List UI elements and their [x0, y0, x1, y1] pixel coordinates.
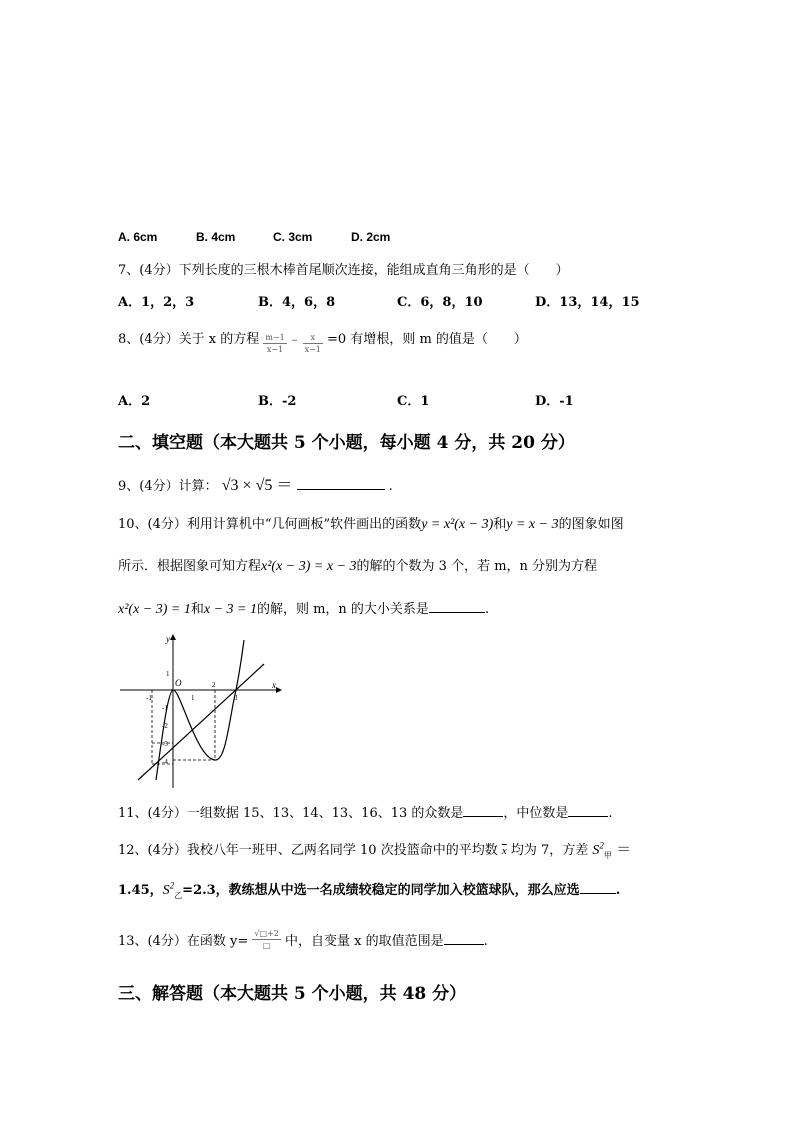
- q13-frac-denominator: □: [262, 941, 271, 950]
- q10-function-graph: [116, 630, 282, 790]
- section-3-title: 三、解答题（本大题共 5 个小题，共 48 分）: [118, 984, 467, 1004]
- q12-variance-yi: $S^2_乙$: [162, 880, 183, 900]
- q10-line-1: [118, 513, 624, 533]
- q13-suffix: 中，自变量 x 的取值范围是: [285, 934, 444, 949]
- q8-frac2-denominator: x−1: [304, 345, 321, 354]
- x-axis-label: x: [272, 680, 276, 690]
- y-tick-neg3: -3: [162, 740, 168, 748]
- q12-text-2a: 1.45，: [118, 883, 163, 898]
- y-tick-neg1: -1: [162, 704, 168, 712]
- q11-text-a: 11、(4分）一组数据 15、13、14、13、16、13 的众数是: [118, 806, 464, 821]
- q12-variance-jia: $S^2_甲$: [592, 840, 612, 860]
- q13-period: .: [483, 934, 488, 949]
- q8-suffix: =0 有增根，则 m 的值是（ ）: [327, 332, 527, 347]
- q12-answer-blank: [580, 893, 616, 894]
- q12-line-2: [118, 879, 620, 901]
- q10-equation-n: x − 3 = 1: [203, 602, 257, 617]
- q8-prefix: 8、(4分）关于 x 的方程: [118, 332, 260, 347]
- q9-answer-blank: [297, 489, 385, 490]
- y-tick-neg2: -2: [162, 722, 168, 730]
- q10-function-2: y = x − 3: [506, 517, 559, 532]
- q11-text-b: ，中位数是: [503, 806, 569, 821]
- q10-text-3a: 和: [190, 602, 204, 617]
- q11-median-blank: [568, 816, 608, 817]
- y-axis-label: y: [166, 634, 170, 644]
- q12-text-1: 12、(4分）我校八年一班甲、乙两名同学 10 次投篮命中的平均数: [118, 843, 498, 858]
- q10-text-3b: 的解，则 m，n 的大小关系是: [256, 602, 429, 617]
- q10-text-1c: 的图象如图: [558, 517, 624, 532]
- q12-s-yi: S: [162, 883, 170, 898]
- q9-prefix: 9、(4分）计算：: [118, 479, 218, 494]
- q13-frac-numerator: √□+2: [254, 929, 279, 938]
- q10-answer-blank: [429, 612, 485, 613]
- line-curve: [138, 664, 264, 780]
- q8-option-d: D．-1: [535, 394, 574, 409]
- q8-fraction-1: [263, 332, 286, 355]
- q10-line-2: [118, 555, 597, 575]
- q6-option-c: C. 3cm: [273, 230, 313, 244]
- q12-equals: ＝: [616, 840, 632, 858]
- q12-sub-yi: 乙: [174, 890, 183, 900]
- q9-expression: √3 × √5 ＝: [221, 477, 293, 494]
- q13-prefix: 13、(4分）在函数 y=: [118, 934, 249, 949]
- q6-option-a: A. 6cm: [118, 230, 158, 244]
- q12-text-1b: 均为 7，方差: [510, 843, 589, 858]
- q6-option-d: D. 2cm: [351, 230, 391, 244]
- origin-label: O: [175, 678, 182, 688]
- q8-option-c: C．1: [397, 394, 430, 409]
- q10-line-3: [118, 598, 489, 618]
- q11-mode-blank: [463, 816, 503, 817]
- q10-equation: x²(x − 3) = x − 3: [261, 559, 357, 574]
- q13-answer-blank: [444, 944, 484, 945]
- q13-fraction: [252, 928, 280, 951]
- q10-text-1a: 10、(4分）利用计算机中“几何画板”软件画出的函数: [118, 517, 422, 532]
- x-tick-neg1: -1: [146, 694, 152, 702]
- q8-fraction-2: [303, 332, 323, 355]
- q10-text-2b: 的解的个数为 3 个，若 m，n 分别为方程: [356, 559, 598, 574]
- q7-option-c: C．6，8，10: [397, 295, 483, 310]
- q8-frac1-denominator: x−1: [266, 345, 284, 354]
- y-tick-1: 1: [166, 670, 170, 678]
- q7-option-b: B．4，6，8: [258, 295, 336, 310]
- q8-frac1-numerator: m−1: [265, 333, 285, 342]
- x-tick-2: 2: [212, 681, 216, 689]
- q11-period: .: [608, 806, 613, 821]
- q8-frac2-numerator: x: [303, 332, 323, 344]
- q12-text-2b: =2.3，教练想从中选一名成绩较稳定的同学加入校篮球队，那么应选: [182, 883, 580, 898]
- q10-text-1b: 和: [493, 517, 507, 532]
- q12-period: .: [615, 883, 621, 898]
- q8-stem: [118, 324, 527, 355]
- q12-line-1: [118, 838, 631, 861]
- q8-option-a: A．2: [118, 394, 151, 409]
- q10-function-1: y = x²(x − 3): [421, 517, 494, 532]
- x-axis-arrow: [276, 687, 282, 693]
- q11-stem: [118, 802, 613, 821]
- q12-sub-jia: 甲: [603, 850, 612, 860]
- q7-option-a: A．1，2，3: [118, 295, 195, 310]
- x-tick-3: 3: [234, 694, 238, 702]
- q10-equation-m: x²(x − 3) = 1: [118, 602, 191, 617]
- q6-option-b: B. 4cm: [196, 230, 236, 244]
- cubic-curve: [156, 640, 244, 780]
- x-tick-1: 1: [191, 694, 195, 702]
- q8-option-b: B．-2: [258, 394, 297, 409]
- q10-text-2a: 所示．根据图象可知方程: [118, 559, 262, 574]
- q9-period: .: [388, 479, 393, 494]
- q10-period: .: [484, 602, 490, 617]
- section-2-title: 二、填空题（本大题共 5 个小题，每小题 4 分，共 20 分）: [118, 433, 575, 453]
- y-tick-neg4: -4: [162, 758, 168, 766]
- q8-minus: −: [290, 336, 299, 346]
- q9-stem: [118, 472, 393, 495]
- q7-stem: 7、(4分）下列长度的三根木棒首尾顺次连接，能组成直角三角形的是（ ）: [118, 263, 569, 278]
- q7-option-d: D．13，14，15: [535, 295, 640, 310]
- q12-s-jia: S: [592, 843, 600, 858]
- q13-stem: [118, 930, 488, 951]
- y-axis-arrow: [170, 634, 176, 640]
- q12-mean-symbol: $\overline{x}$: [501, 845, 507, 857]
